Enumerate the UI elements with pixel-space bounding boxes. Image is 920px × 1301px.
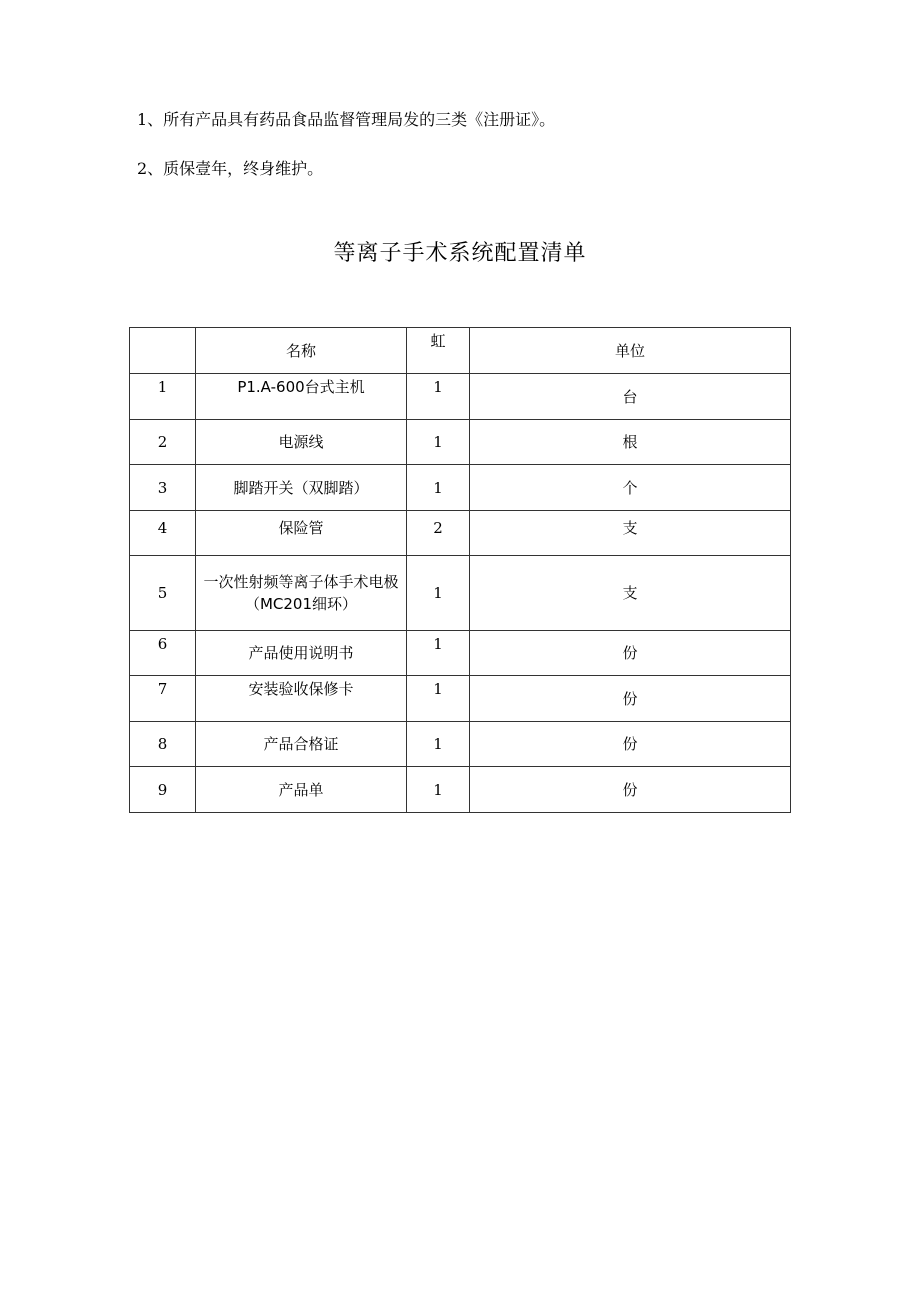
row-qty: 1 [407, 767, 470, 813]
row-qty: 1 [407, 374, 470, 420]
table-row [130, 722, 791, 767]
row-qty: 1 [407, 556, 470, 631]
row-unit: 支 [470, 556, 791, 631]
row-no: 9 [130, 767, 196, 813]
header-no [130, 328, 196, 374]
row-qty: 1 [407, 676, 470, 722]
table-header-row [130, 328, 791, 374]
row-unit: 份 [470, 676, 791, 722]
row-no: 1 [130, 374, 196, 420]
header-qty: 虹 [407, 328, 470, 374]
note-warranty: 2、质保壹年，终身维护。 [137, 159, 324, 178]
row-unit: 个 [470, 465, 791, 511]
header-unit: 单位 [470, 328, 791, 374]
row-no: 2 [130, 420, 196, 465]
row-unit: 台 [470, 374, 791, 420]
row-qty: 1 [407, 631, 470, 676]
table-row [130, 420, 791, 465]
header-name: 名称 [196, 328, 407, 374]
row-name: 脚踏开关（双脚踏） [196, 465, 407, 511]
row-no: 5 [130, 556, 196, 631]
table-row [130, 631, 791, 676]
table-row [130, 465, 791, 511]
row-qty: 2 [407, 511, 470, 556]
row-unit: 支 [470, 511, 791, 556]
table-row [130, 676, 791, 722]
table-row [130, 374, 791, 420]
row-no: 6 [130, 631, 196, 676]
row-name: 一次性射频等离子体手术电极（MC201细环） [196, 556, 407, 631]
row-no: 4 [130, 511, 196, 556]
row-name: 保险管 [196, 511, 407, 556]
row-name: 产品使用说明书 [196, 631, 407, 676]
table-row [130, 767, 791, 813]
row-unit: 份 [470, 631, 791, 676]
row-unit: 份 [470, 722, 791, 767]
row-name: P1.A-600台式主机 [196, 374, 407, 420]
row-qty: 1 [407, 465, 470, 511]
row-unit: 份 [470, 767, 791, 813]
row-no: 7 [130, 676, 196, 722]
row-name: 电源线 [196, 420, 407, 465]
row-name: 产品单 [196, 767, 407, 813]
table-row [130, 511, 791, 556]
config-table [129, 327, 791, 813]
row-qty: 1 [407, 420, 470, 465]
row-unit: 根 [470, 420, 791, 465]
page-title: 等离子手术系统配置清单 [333, 241, 587, 266]
row-name: 安装验收保修卡 [196, 676, 407, 722]
row-qty: 1 [407, 722, 470, 767]
row-name: 产品合格证 [196, 722, 407, 767]
row-no: 8 [130, 722, 196, 767]
note-registration: 1、所有产品具有药品食品监督管理局发的三类《注册证》。 [137, 110, 556, 129]
table-row [130, 556, 791, 631]
row-no: 3 [130, 465, 196, 511]
